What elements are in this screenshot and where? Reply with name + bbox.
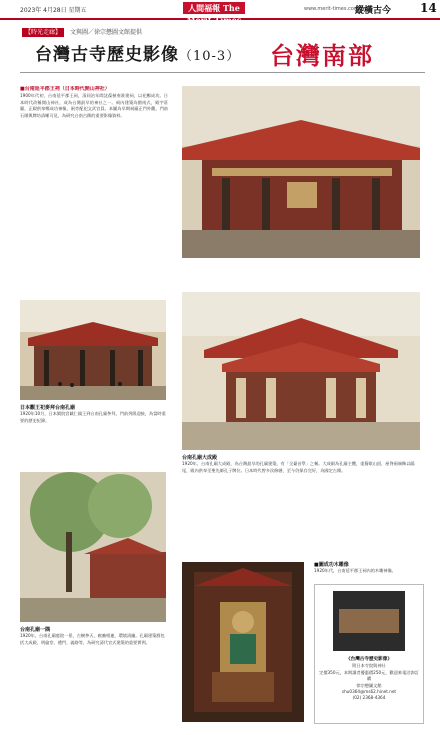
page-header (0, 0, 440, 25)
caption-title: ■圖成功木雕像 (314, 562, 349, 568)
book-title: 《台灣古寺歷史影像》 (346, 657, 392, 662)
book-phone: (02) 2368-4364 (352, 695, 386, 701)
caption-3 (20, 627, 166, 646)
caption-4 (314, 562, 424, 575)
column-tag: 【時光走廊】 (22, 28, 64, 37)
article-heading: ■台南延平郡王祠（日本時代開山神社） (20, 86, 110, 92)
page-number: 14 (420, 1, 437, 15)
photo-credit: 文與圖／徐宗懋圖文館提供 (69, 29, 142, 36)
headline-part: （10-3） (179, 49, 241, 64)
caption-text: 1920年代，台南延平郡王祠內的木雕神像。 (314, 568, 396, 574)
site-url: www.merit-times.com.tw (304, 6, 367, 12)
book-price: 定價350元，本期讀者優惠價250元，歡迎來電洽詢訂購 (319, 669, 419, 682)
confucius-hall-photo (182, 292, 420, 450)
caption-title: 台南孔廟一隅 (20, 627, 51, 633)
temple-tree-photo (20, 472, 166, 622)
issue-date: 2023年 4月28日 星期五 (20, 7, 87, 14)
caption-text: 1920年，台南孔廟大成殿，為台灣最早的孔廟建築，有「全臺首學」之稱。大成殿為孔廟主體，重簷歇山頂，屋脊兩端飾以鴟尾，殿內供奉至聖先師孔子牌位。日本時代曾多次修繕，至今仍保存完好，為國定古蹟。 (182, 461, 415, 473)
book-info (319, 657, 419, 702)
book-cover (333, 591, 405, 651)
caption-2 (182, 455, 420, 474)
headline-main: 台灣古寺歷史影像 (35, 45, 179, 65)
wooden-statue-photo (182, 562, 304, 722)
headline (35, 40, 240, 65)
temple-gate-photo (20, 300, 166, 400)
caption-title: 日本觀王祀麥拜台南孔廟 (20, 405, 76, 411)
column-kicker (22, 27, 142, 36)
book-subtitle: 附日本寺院與神社 (352, 663, 386, 669)
section-name: 縱橫古今 (355, 6, 392, 16)
article-body-1 (20, 86, 168, 296)
caption-title: 台南孔廟大成殿 (182, 455, 218, 461)
title-divider (20, 72, 425, 73)
book-cover-image (339, 609, 399, 633)
newspaper-logo: 人間福報 The Merit Times (183, 2, 245, 14)
caption-1 (20, 405, 166, 424)
headline-highlight: 台灣南部 (270, 42, 374, 70)
book-contact: 徐宗懋圖文館 (356, 682, 382, 688)
article-text: 1900年代初，台南延平郡王祠，清同治年間沈葆楨奏准建祠，以祀鄭成功。日本時代改稱開山神社，成為台灣最早的神社之一。祠內建築為閩南式，殿宇莊嚴，正殿供奉鄭成功神像，兩旁配祀文武官員。本圖為早期祠廟正門外觀，門前石階與牌坊清晰可見，為研究台南古蹟的重要影像資料。 (20, 93, 168, 118)
book-email: shu0364@ms62.hinet.net (341, 689, 397, 695)
caption-text: 1920年，台南孔廟庭院一景，古樹參天，廊廡相連，環境清幽。孔廟建築群包括大成殿、明倫堂、禮門、義路等，為研究清代官式建築的重要實例。 (20, 633, 165, 645)
book-promo (314, 584, 424, 724)
temple-courtyard-photo (182, 86, 420, 258)
caption-text: 1920年10月，日本閑院宮載仁親王到台南孔廟參拜，門前列隊迎接，為當時重要的歷史紀錄。 (20, 411, 166, 423)
